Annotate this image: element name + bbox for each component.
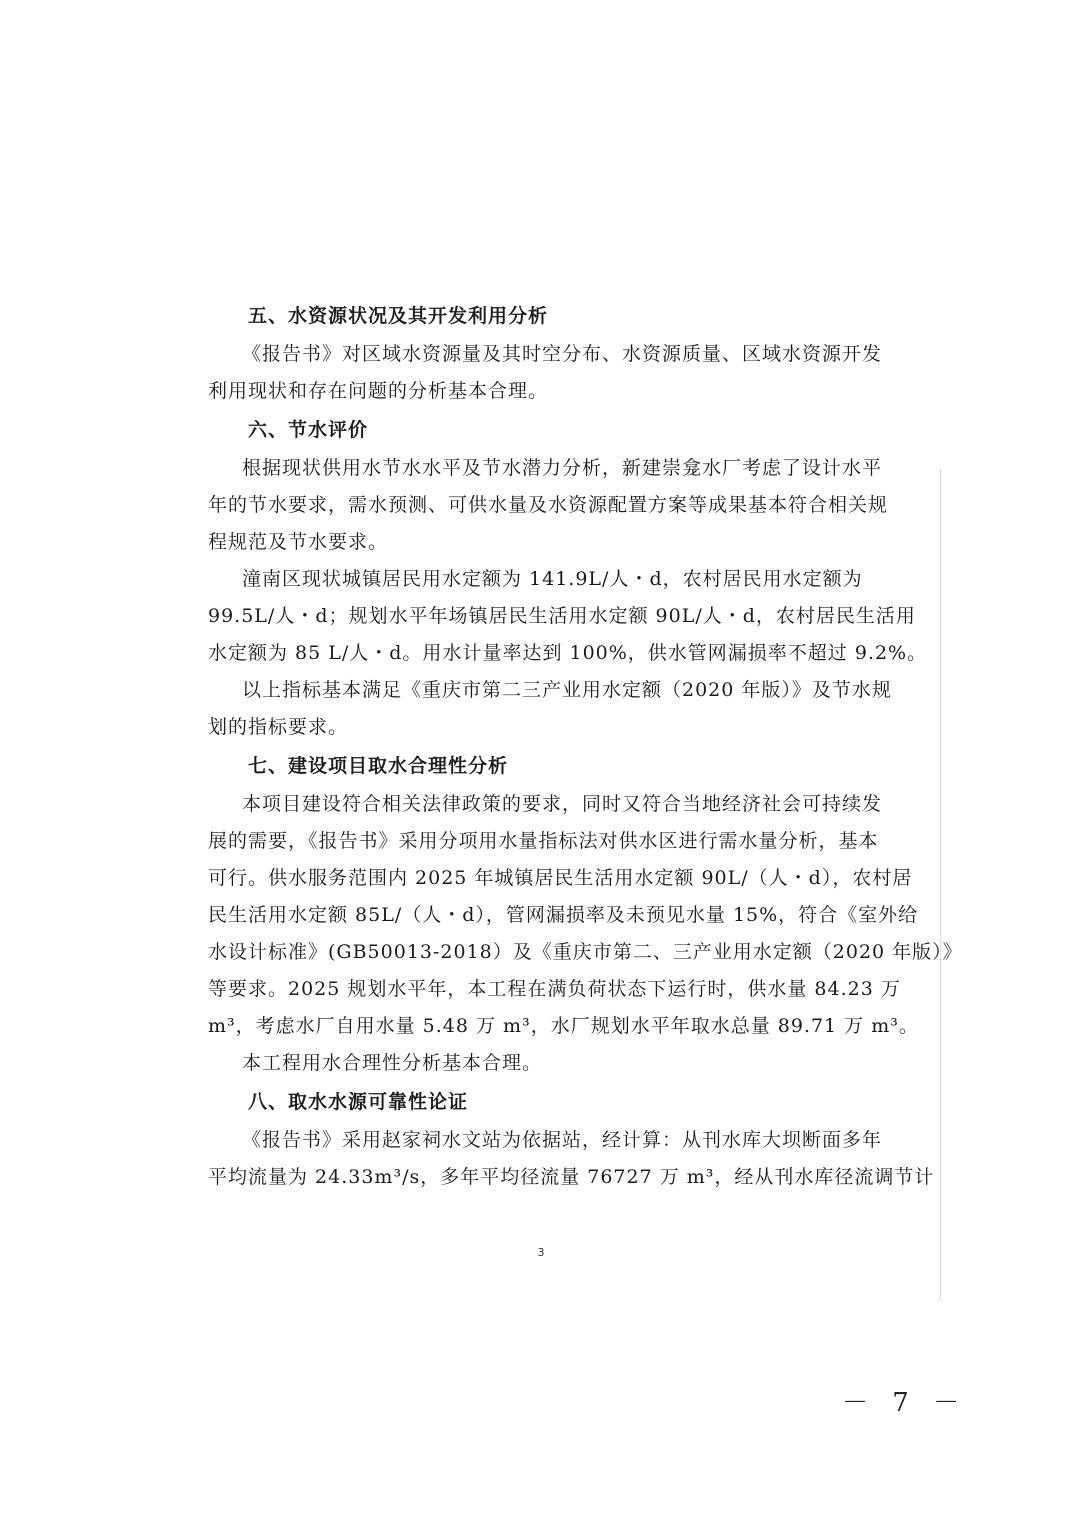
paragraph-line: 《报告书》对区域水资源量及其时空分布、水资源质量、区域水资源开发 bbox=[242, 343, 883, 365]
scan-edge-mark bbox=[940, 470, 942, 1300]
paragraph-line: 程规范及节水要求。 bbox=[208, 531, 389, 553]
paragraph-line: m³，考虑水厂自用水量 5.48 万 m³，水厂规划水平年取水总量 89.71 万 m³。 bbox=[208, 1015, 919, 1037]
paragraph-line: 潼南区现状城镇居民用水定额为 141.9L/人・d，农村居民用水定额为 bbox=[242, 568, 863, 590]
section-heading-6: 六、节水评价 bbox=[248, 419, 369, 441]
paragraph-line: 水设计标准》(GB50013-2018）及《重庆市第二、三产业用水定额（2020 年版）》 bbox=[208, 941, 963, 963]
paragraph-line: 平均流量为 24.33m³/s，多年平均径流量 76727 万 m³，经从刊水库径流调节计 bbox=[208, 1166, 935, 1188]
paragraph-line: 等要求。2025 规划水平年，本工程在满负荷状态下运行时，供水量 84.23 万 bbox=[208, 978, 901, 1000]
paragraph-line: 民生活用水定额 85L/（人・d），管网漏损率及未预见水量 15%，符合《室外给 bbox=[208, 904, 919, 926]
paragraph-line: 《报告书》采用赵家祠水文站为依据站，经计算：从刊水库大坝断面多年 bbox=[242, 1129, 883, 1151]
paragraph-line: 利用现状和存在问题的分析基本合理。 bbox=[208, 380, 549, 402]
section-heading-7: 七、建设项目取水合理性分析 bbox=[248, 755, 509, 777]
paragraph-line: 99.5L/人・d；规划水平年场镇居民生活用水定额 90L/人・d，农村居民生活用 bbox=[208, 605, 916, 627]
paragraph-line: 本项目建设符合相关法律政策的要求，同时又符合当地经济社会可持续发 bbox=[242, 793, 883, 815]
paragraph-line: 根据现状供用水节水水平及节水潜力分析，新建崇龛水厂考虑了设计水平 bbox=[242, 457, 883, 479]
document-body bbox=[208, 296, 963, 1196]
paragraph-line: 水定额为 85 L/人・d。用水计量率达到 100%，供水管网漏损率不超过 9.2%。 bbox=[208, 642, 928, 664]
paragraph-line: 展的需要，《报告书》采用分项用水量指标法对供水区进行需水量分析，基本 bbox=[208, 830, 879, 852]
section-heading-8: 八、取水水源可靠性论证 bbox=[248, 1091, 469, 1113]
paragraph-line: 本工程用水合理性分析基本合理。 bbox=[242, 1052, 543, 1074]
paragraph-line: 以上指标基本满足《重庆市第二三产业用水定额（2020 年版）》及节水规 bbox=[242, 679, 892, 701]
inner-page-number: 3 bbox=[537, 1246, 545, 1259]
paragraph-line: 年的节水要求，需水预测、可供水量及水资源配置方案等成果基本符合相关规 bbox=[208, 494, 889, 516]
paragraph-line: 划的指标要求。 bbox=[208, 716, 349, 738]
paragraph-line: 可行。供水服务范围内 2025 年城镇居民生活用水定额 90L/（人・d），农村居 bbox=[208, 867, 913, 889]
section-heading-5: 五、水资源状况及其开发利用分析 bbox=[248, 305, 549, 327]
outer-page-number: － 7 － bbox=[842, 1388, 968, 1418]
